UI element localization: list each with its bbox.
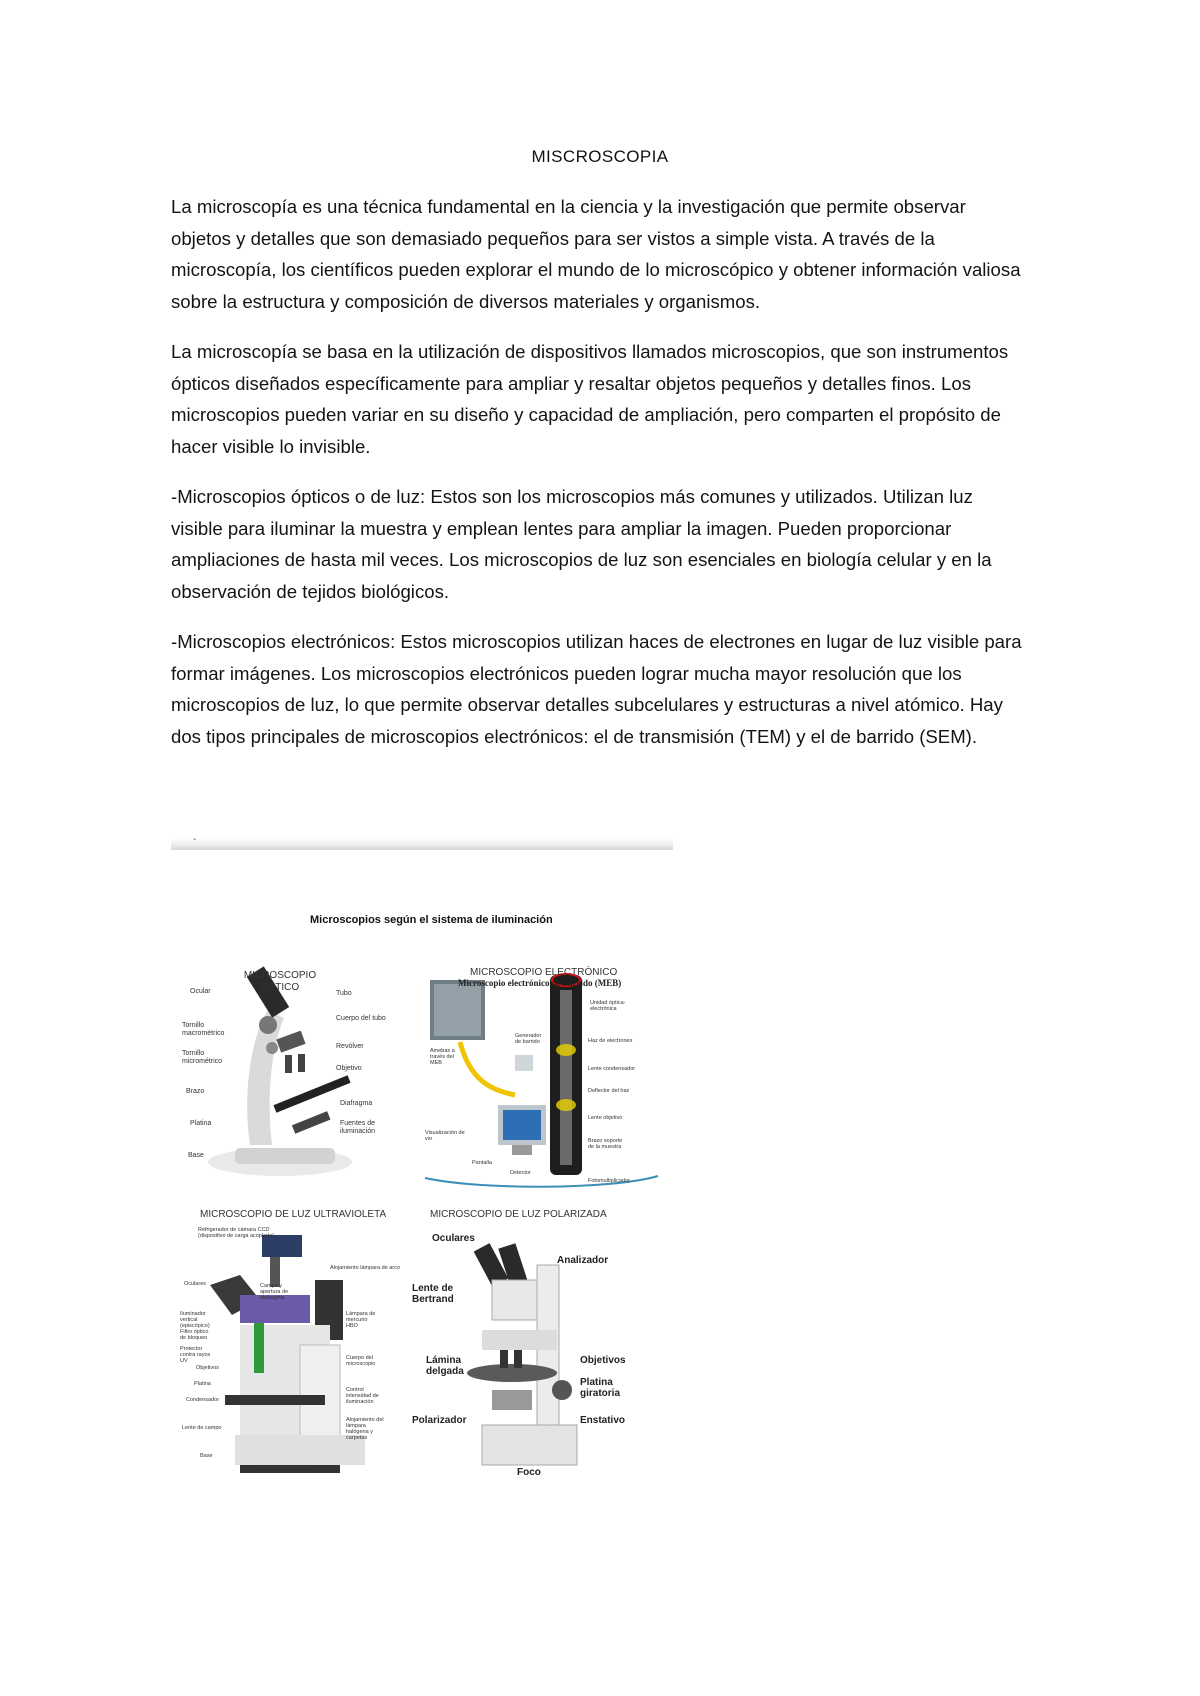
figure-title: Microscopios según el sistema de iluminación <box>310 914 553 926</box>
label-foco: Foco <box>517 1467 541 1478</box>
electronic-microscope-panel <box>420 930 660 1190</box>
label-amebas: Amebas a través del MEB <box>430 1048 455 1066</box>
label-revolver: Revólver <box>336 1043 364 1050</box>
paragraph-intro: La microscopía es una técnica fundamental en la ciencia y la investigación que permite observar objetos y detalles que son demasiado pequeños para ser vistos a simple vista. A través de la microscopía, los científicos pueden explorar el mundo de lo microscópico y obtener información valiosa sobre la estructura y composición de diversos materiales y organismos. <box>171 196 1021 312</box>
rule-mark: - <box>193 834 197 845</box>
optical-microscope-panel <box>180 930 400 1190</box>
polarized-microscope-illustration <box>412 1205 642 1485</box>
paragraph-electronic: -Microscopios electrónicos: Estos microscopios utilizan haces de electrones en lugar de luz visible para formar imágenes. Los microscopios electrónicos pueden lograr mucha mayor resolución que los microscopios de luz, lo que permite observar detalles subcelulares y estructuras a nivel atómico. Hay dos tipos principales de microscopios electrónicos: el de transmisión (TEM) y el de barrido (SEM). <box>171 631 1022 747</box>
label-base: Base <box>188 1152 204 1159</box>
label-ocular: Ocular <box>190 988 211 995</box>
label-cuerpo-uv: Cuerpo del microscopio <box>346 1355 376 1367</box>
label-filtros-transmitida: Filtros de luz transmitida <box>250 1467 310 1473</box>
label-unidad-optica: Unidad óptica-electrónica <box>590 1000 626 1012</box>
label-platina-giratoria: Platina giratoria <box>580 1377 621 1399</box>
paragraph-microscopes: La microscopía se basa en la utilización de dispositivos llamados microscopios, que son instrumentos ópticos diseñados específicamente para ampliar y resaltar objetos pequeños y detalles finos. Los microscopios pueden variar en su diseño y capacidad de ampliación, pero comparten el propósito de hacer visible lo invisible. <box>171 341 1009 457</box>
microscopes-figure <box>180 905 660 1505</box>
label-oculares-uv: Oculares <box>184 1281 207 1287</box>
label-iluminador: Iluminador vertical (episcópico) <box>180 1311 210 1329</box>
label-brazo: Brazo <box>186 1088 205 1095</box>
label-generador-barrido: Generador de barrido <box>515 1033 542 1045</box>
document-title: MISCROSCOPIA <box>531 147 669 166</box>
image-top-border <box>171 838 673 850</box>
label-visualizacion: Visualización de vsr <box>425 1130 465 1142</box>
label-oculares-pol: Oculares <box>432 1233 475 1244</box>
label-lente-condensador: Lente condensador <box>588 1066 636 1072</box>
label-objetivos-pol: Objetivos <box>580 1355 626 1366</box>
label-base-uv: Base <box>200 1453 213 1459</box>
label-polarizador: Polarizador <box>412 1415 467 1426</box>
label-cuerpo-tubo: Cuerpo del tubo <box>336 1015 386 1022</box>
label-analizador: Analizador <box>557 1255 609 1266</box>
label-alojamiento-arco: Alojamiento lámpara de arco <box>330 1265 401 1271</box>
paragraph-optical: -Microscopios ópticos o de luz: Estos son los microscopios más comunes y utilizados. Utilizan luz visible para iluminar la muestra y emplean lentes para ampliar la imagen. Pueden proporcionar ampliaciones de hasta mil veces. Los microscopios de luz son esenciales en biología celular y en la observación de tejidos biológicos. <box>171 486 992 602</box>
label-refrigerador: Refrigerador de cámara CCD (dispositivo de carga acoplada) <box>198 1227 275 1239</box>
uv-microscope-panel <box>180 1205 400 1485</box>
label-lamina-delgada: Lámina delgada <box>426 1355 464 1377</box>
label-deflector-haz: Deflector del haz <box>588 1088 630 1094</box>
document-body <box>171 191 1026 771</box>
polarized-microscope-panel <box>412 1205 642 1485</box>
label-lente-campo: Lente de campo <box>182 1425 222 1431</box>
electronic-subtitle: Microscopio electrónico de barrido (MEB) <box>458 978 622 988</box>
uv-title: MICROSCOPIO DE LUZ ULTRAVIOLETA <box>200 1209 387 1220</box>
label-control-intensidad: Control intensidad de iluminación <box>346 1387 379 1405</box>
label-condensador: Condensador <box>186 1397 220 1403</box>
uv-microscope-illustration <box>180 1205 400 1485</box>
label-tornillo-micro: Tornillo micrométrico <box>182 1050 223 1065</box>
label-platina-uv: Platina <box>194 1381 211 1387</box>
label-objetivo: Objetivo <box>336 1065 362 1072</box>
label-alojamiento-halogena: Alojamiento del lámpara halógena y carpetas <box>346 1417 384 1441</box>
label-fuentes: Fuentes de iluminación <box>340 1120 376 1135</box>
label-objetivos-uv: Objetivos <box>196 1365 219 1371</box>
electronic-title: MICROSCOPIO ELECTRÓNICO <box>470 967 618 978</box>
label-filtro-bloqueo: Filtro óptico de bloqueo <box>180 1329 209 1341</box>
label-lampara-mercurio: Lámpara de mercurio HBO <box>346 1311 376 1329</box>
label-tornillo-macro: Tornillo macrométrico <box>182 1022 225 1037</box>
label-pantalla: Pantalla <box>472 1160 492 1166</box>
label-platina: Platina <box>190 1120 212 1127</box>
polarized-title: MICROSCOPIO DE LUZ POLARIZADA <box>430 1209 607 1220</box>
label-campo-apertura: Campo y apertura de diafragma <box>260 1283 289 1301</box>
label-tubo: Tubo <box>336 990 352 997</box>
label-lente-objetivo: Lente objetivo <box>588 1115 623 1121</box>
label-protector-uv: Protector contra rayos UV <box>180 1346 211 1364</box>
label-detector: Detector <box>510 1170 531 1176</box>
optical-title: MICROSCOPIO ÓPTICO <box>243 970 317 993</box>
label-brazo-soporte: Brazo soporte de la muestra <box>588 1138 623 1150</box>
label-enstativo: Enstativo <box>580 1415 626 1426</box>
label-fotomultiplicador: Fotomultiplicador <box>588 1178 630 1184</box>
label-diafragma: Diafragma <box>340 1100 373 1107</box>
label-haz-electrones: Haz de electrones <box>588 1038 633 1044</box>
label-lente-bertrand: Lente de Bertrand <box>412 1283 454 1305</box>
